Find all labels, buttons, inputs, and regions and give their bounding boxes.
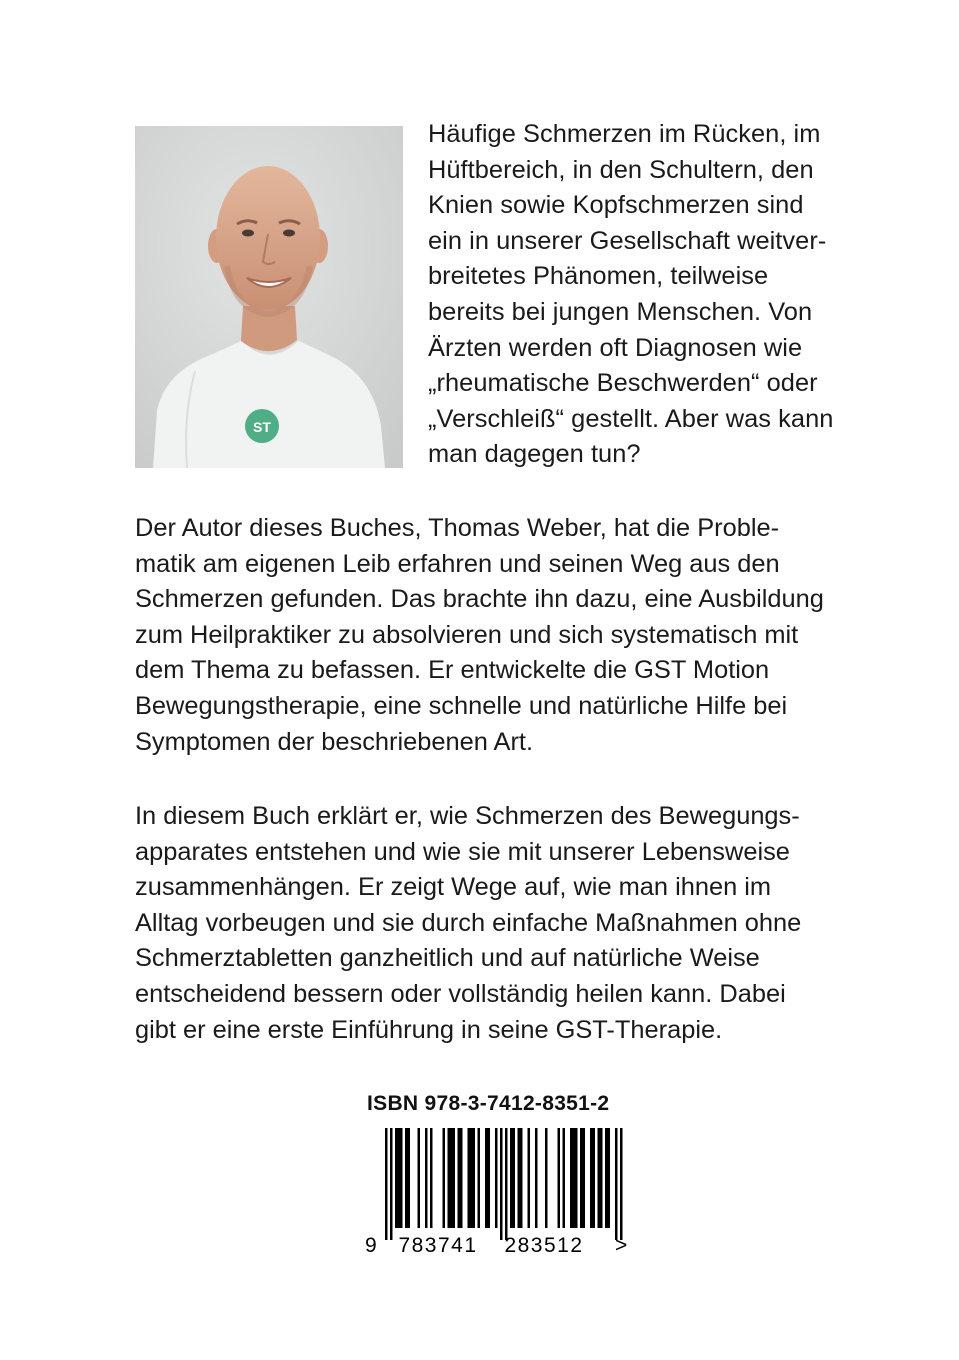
barcode-bar — [598, 1128, 601, 1228]
barcode-bar — [528, 1128, 531, 1228]
barcode-bar — [520, 1128, 523, 1228]
barcode-bar — [620, 1128, 623, 1240]
barcode-bar — [575, 1128, 578, 1228]
barcode-bar — [485, 1128, 488, 1228]
barcode-bar — [443, 1128, 446, 1228]
author-photo — [135, 126, 403, 468]
barcode-bar — [453, 1128, 456, 1228]
barcode-bar — [615, 1128, 618, 1240]
barcode-bar — [573, 1128, 576, 1228]
barcode-bar — [473, 1128, 476, 1228]
barcode-bar — [418, 1128, 421, 1228]
barcode-bar — [450, 1128, 453, 1228]
isbn-label: ISBN 978-3-7412-8351-2 — [367, 1092, 610, 1115]
barcode-first-digit: 9 — [365, 1234, 377, 1257]
barcode-bar — [580, 1128, 583, 1228]
barcode-bar — [458, 1128, 461, 1228]
barcode-bar — [470, 1128, 473, 1228]
barcode-left-group: 783741 — [398, 1234, 478, 1257]
barcode-bar — [385, 1128, 388, 1240]
barcode-bar — [570, 1128, 573, 1228]
barcode-bar — [500, 1128, 503, 1240]
barcode-bar — [488, 1128, 491, 1228]
barcode-bar — [405, 1128, 408, 1228]
barcode-bar — [545, 1128, 548, 1228]
barcode-bar — [593, 1128, 596, 1228]
barcode-bar — [390, 1128, 393, 1240]
barcode-bar — [563, 1128, 566, 1228]
barcode-quiet-zone-marker: > — [615, 1234, 628, 1257]
barcode-bar — [400, 1128, 403, 1228]
barcode-bar — [605, 1128, 608, 1228]
barcode-bar — [583, 1128, 586, 1228]
barcode-right-group: 283512 — [504, 1234, 584, 1257]
barcode-bar — [395, 1128, 398, 1228]
shirt-logo-text: ST — [253, 419, 271, 435]
barcode-bar — [460, 1128, 463, 1228]
barcode-bar — [398, 1128, 401, 1228]
barcode-bar — [408, 1128, 411, 1228]
barcode-bar — [468, 1128, 471, 1228]
book-description-paragraph: In diesem Buch erklärt er, wie Schmerzen des Bewegungs- apparates entstehen und wie sie mit unserer Lebensweise zusammenhängen. Er zeigt Wege auf, wie man ihnen im Alltag vorbeugen und sie durch einfache Maßnahmen ohne Schmerztabletten ganzheitlich und auf natürliche Weise entscheidend bessern oder vollständig heilen kann. Dabei gibt er eine erste Einführung in seine GST-Therapie. — [135, 802, 802, 1044]
barcode-bar — [558, 1128, 561, 1228]
barcode-bar — [478, 1128, 481, 1228]
intro-paragraph: Häufige Schmerzen im Rücken, im Hüftbereich, in den Schultern, den Knien sowie Kopfschmerzen sind ein in unserer Gesellschaft weitver- breitetes Phänomen, teilweise bereits bei jungen Menschen. Von Ärzten werden oft Diagnosen wie „rheumatische Beschwerden“ oder „Verschleiß“ gestellt. Aber was kann man dagegen tun? — [428, 120, 834, 469]
barcode-bar — [510, 1128, 513, 1228]
barcode-bar — [608, 1128, 611, 1228]
isbn-barcode — [365, 1124, 637, 1262]
barcode-bar — [513, 1128, 516, 1228]
barcode-bar — [430, 1128, 433, 1228]
barcode-bar — [425, 1128, 428, 1228]
barcode-bar — [600, 1128, 603, 1228]
barcode-bar — [535, 1128, 538, 1228]
barcode-bar — [448, 1128, 451, 1228]
barcode-bar — [505, 1128, 508, 1240]
barcode-bar — [518, 1128, 521, 1228]
barcode-bar — [495, 1128, 498, 1228]
author-paragraph: Der Autor dieses Buches, Thomas Weber, hat die Proble- matik am eigenen Leib erfahren und seinen Weg aus den Schmerzen gefunden. Das brachte ihn dazu, eine Ausbildung zum Heilpraktiker zu absolvieren und sich systematisch mit dem Thema zu befassen. Er entwickelte die GST Motion Bewegungstherapie, eine schnelle und natürliche Hilfe bei Symptomen der beschriebenen Art. — [135, 514, 824, 756]
barcode-bar — [590, 1128, 593, 1228]
